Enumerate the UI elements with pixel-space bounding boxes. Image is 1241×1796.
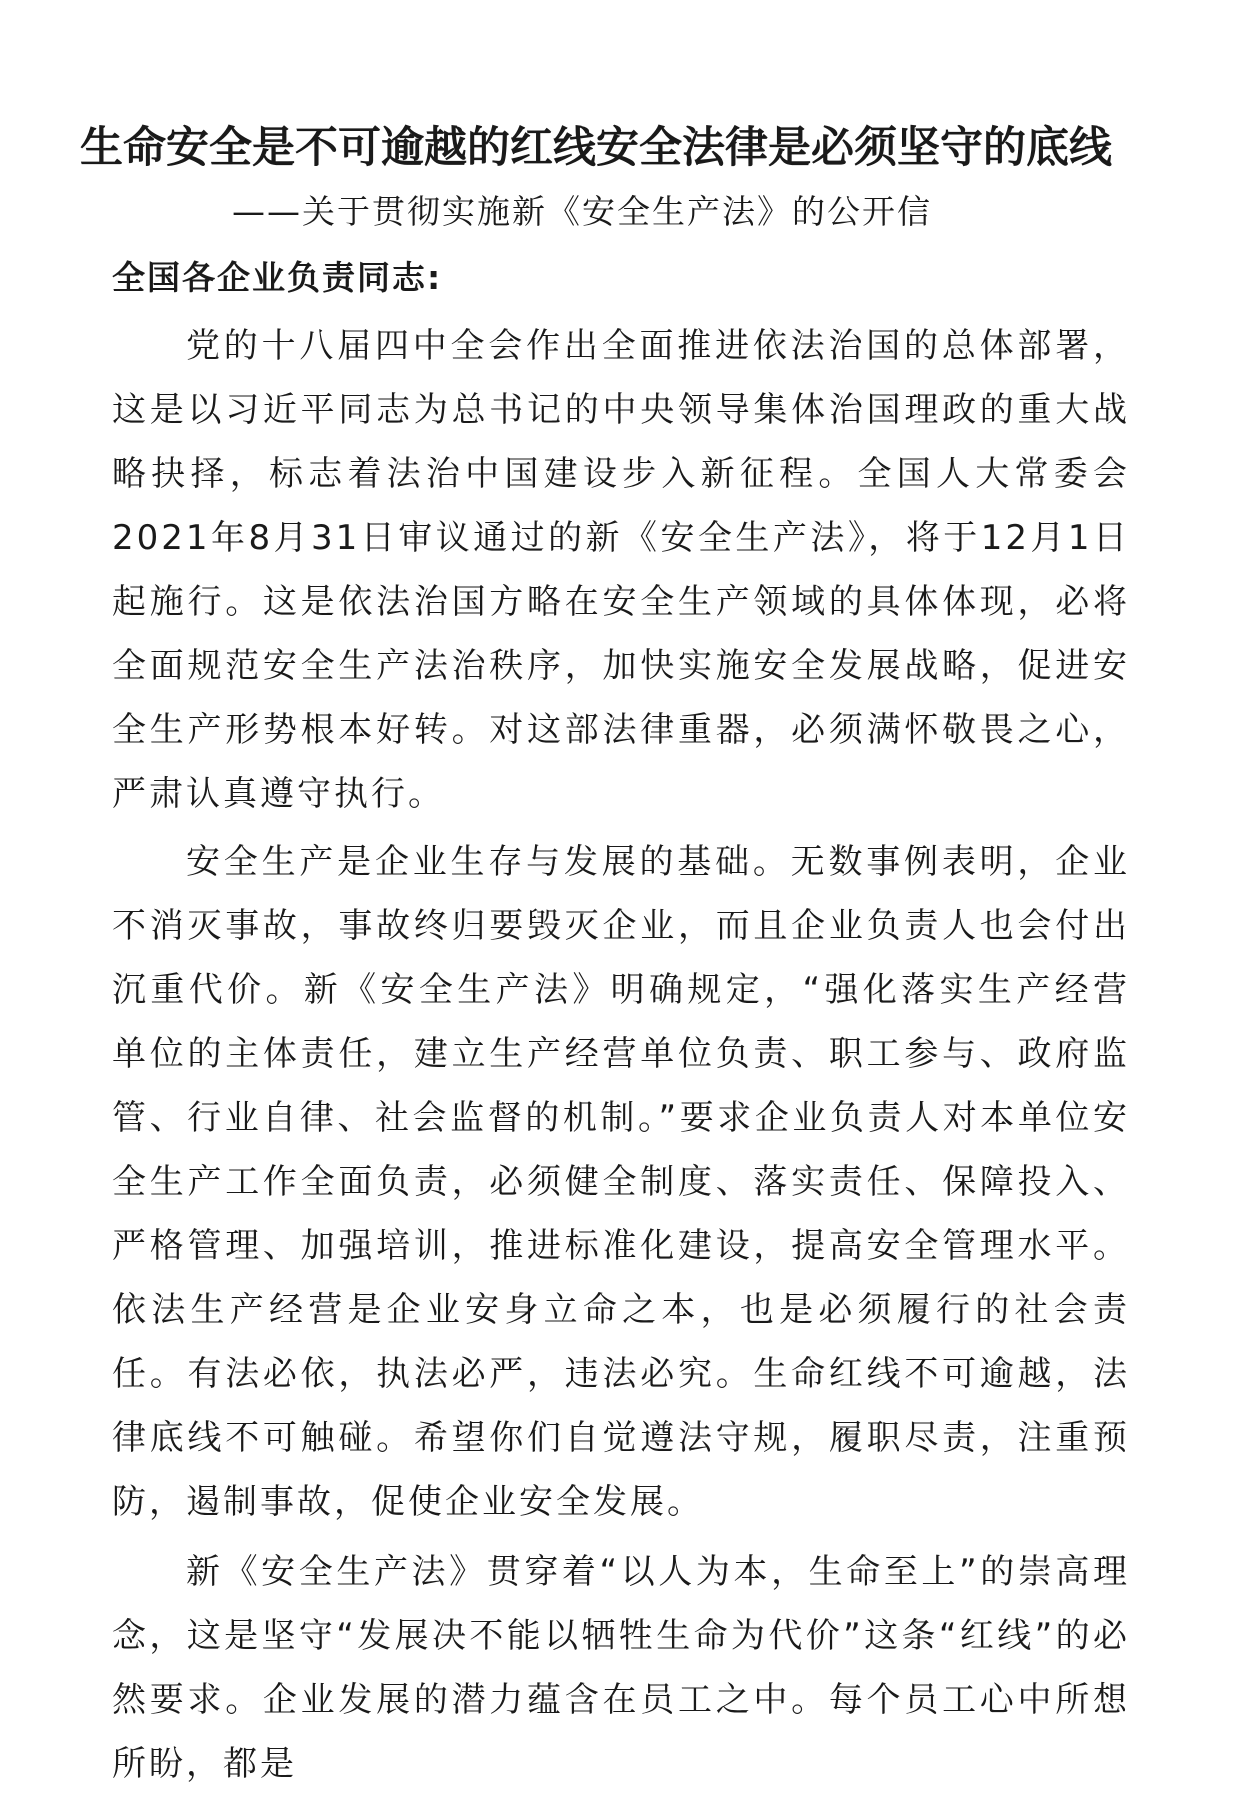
paragraph-block-1 (112, 314, 1130, 826)
paragraph-block-2 (112, 830, 1130, 1534)
document-subtitle: ——关于贯彻实施新《安全生产法》的公开信 (232, 192, 932, 231)
paragraph: 新《安全生产法》贯穿着“以人为本，生命至上”的崇高理念，这是坚守“发展决不能以牺牲生命为代价”这条“红线”的必然要求。企业发展的潜力蕴含在员工之中。每个员工心中所想所盼，都是 (112, 1552, 1130, 1784)
salutation: 全国各企业负责同志: (112, 258, 443, 297)
document-title: 生命安全是不可逾越的红线安全法律是必须坚守的底线 (80, 123, 1112, 173)
paragraph: 党的十八届四中全会作出全面推进依法治国的总体部署，这是以习近平同志为总书记的中央领导集体治国理政的重大战略抉择，标志着法治中国建设步入新征程。全国人大常委会2021年8月31日审议通过的新《安全生产法》，将于12月1日起施行。这是依法治国方略在安全生产领域的具体体现，必将全面规范安全生产法治秩序，加快实施安全发展战略，促进安全生产形势根本好转。对这部法律重器，必须满怀敬畏之心，严肃认真遵守执行。 (112, 326, 1130, 814)
paragraph-block-3 (112, 1540, 1130, 1796)
paragraph: 安全生产是企业生存与发展的基础。无数事例表明，企业不消灭事故，事故终归要毁灭企业，而且企业负责人也会付出沉重代价。新《安全生产法》明确规定，“强化落实生产经营单位的主体责任，建立生产经营单位负责、职工参与、政府监管、行业自律、社会监督的机制。”要求企业负责人对本单位安全生产工作全面负责，必须健全制度、落实责任、保障投入、严格管理、加强培训，推进标准化建设，提高安全管理水平。依法生产经营是企业安身立命之本，也是必须履行的社会责任。有法必依，执法必严，违法必究。生命红线不可逾越，法律底线不可触碰。希望你们自觉遵法守规，履职尽责，注重预防，遏制事故，促使企业安全发展。 (112, 842, 1130, 1522)
